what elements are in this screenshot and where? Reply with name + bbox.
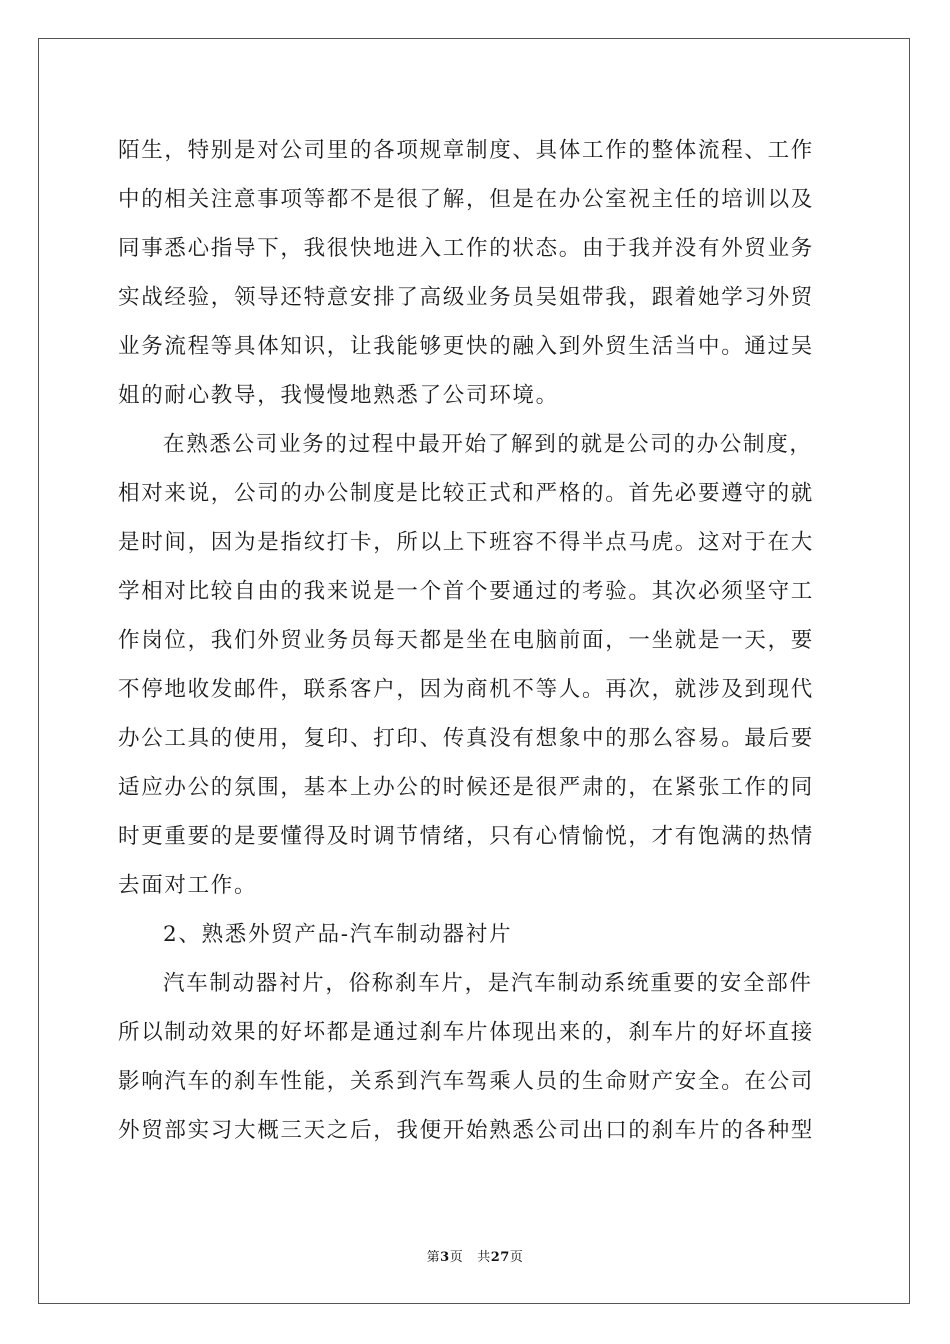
total-pages-number: 27 (490, 1250, 510, 1265)
text-line: 外贸部实习大概三天之后，我便开始熟悉公司出口的刹车片的各种型 (118, 1118, 815, 1143)
total-label-prefix: 共 (477, 1250, 491, 1265)
text-line: 2、熟悉外贸产品-汽车制动器衬片 (163, 922, 513, 947)
text-line: 在熟悉公司业务的过程中最开始了解到的就是公司的办公制度， (163, 432, 813, 457)
text-line: 相对来说，公司的办公制度是比较正式和严格的。首先必要遵守的就 (118, 481, 815, 506)
text-line: 实战经验，领导还特意安排了高级业务员吴姐带我，跟着她学习外贸 (118, 285, 815, 310)
text-line: 中的相关注意事项等都不是很了解，但是在办公室祝主任的培训以及 (118, 187, 815, 212)
text-line: 同事悉心指导下，我很快地进入工作的状态。由于我并没有外贸业务 (118, 236, 815, 261)
text-line: 适应办公的氛围，基本上办公的时候还是很严肃的，在紧张工作的同 (118, 775, 815, 800)
page-label-suffix: 页 (449, 1250, 464, 1265)
text-line: 时更重要的是要懂得及时调节情绪，只有心情愉悦，才有饱满的热情 (118, 824, 815, 849)
current-page-number: 3 (440, 1250, 450, 1265)
total-label-suffix: 页 (509, 1250, 524, 1265)
text-line: 所以制动效果的好坏都是通过刹车片体现出来的，刹车片的好坏直接 (118, 1020, 815, 1045)
text-line: 不停地收发邮件，联系客户，因为商机不等人。再次，就涉及到现代 (118, 677, 815, 702)
text-line: 汽车制动器衬片，俗称刹车片，是汽车制动系统重要的安全部件 (163, 971, 813, 996)
text-line: 作岗位，我们外贸业务员每天都是坐在电脑前面，一坐就是一天，要 (118, 628, 815, 653)
text-line: 姐的耐心教导，我慢慢地熟悉了公司环境。 (118, 383, 559, 408)
text-line: 陌生，特别是对公司里的各项规章制度、具体工作的整体流程、工作 (118, 138, 815, 163)
page-footer (0, 1246, 950, 1265)
text-line: 影响汽车的刹车性能，关系到汽车驾乘人员的生命财产安全。在公司 (118, 1069, 815, 1094)
text-line: 去面对工作。 (118, 873, 258, 898)
document-body (118, 126, 834, 1155)
text-line: 是时间，因为是指纹打卡，所以上下班容不得半点马虎。这对于在大 (118, 530, 815, 555)
text-line: 办公工具的使用，复印、打印、传真没有想象中的那么容易。最后要 (118, 726, 815, 751)
text-line: 学相对比较自由的我来说是一个首个要通过的考验。其次必须坚守工 (118, 579, 815, 604)
text-line: 业务流程等具体知识，让我能够更快的融入到外贸生活当中。通过吴 (118, 334, 815, 359)
page-label-prefix: 第 (426, 1250, 441, 1265)
